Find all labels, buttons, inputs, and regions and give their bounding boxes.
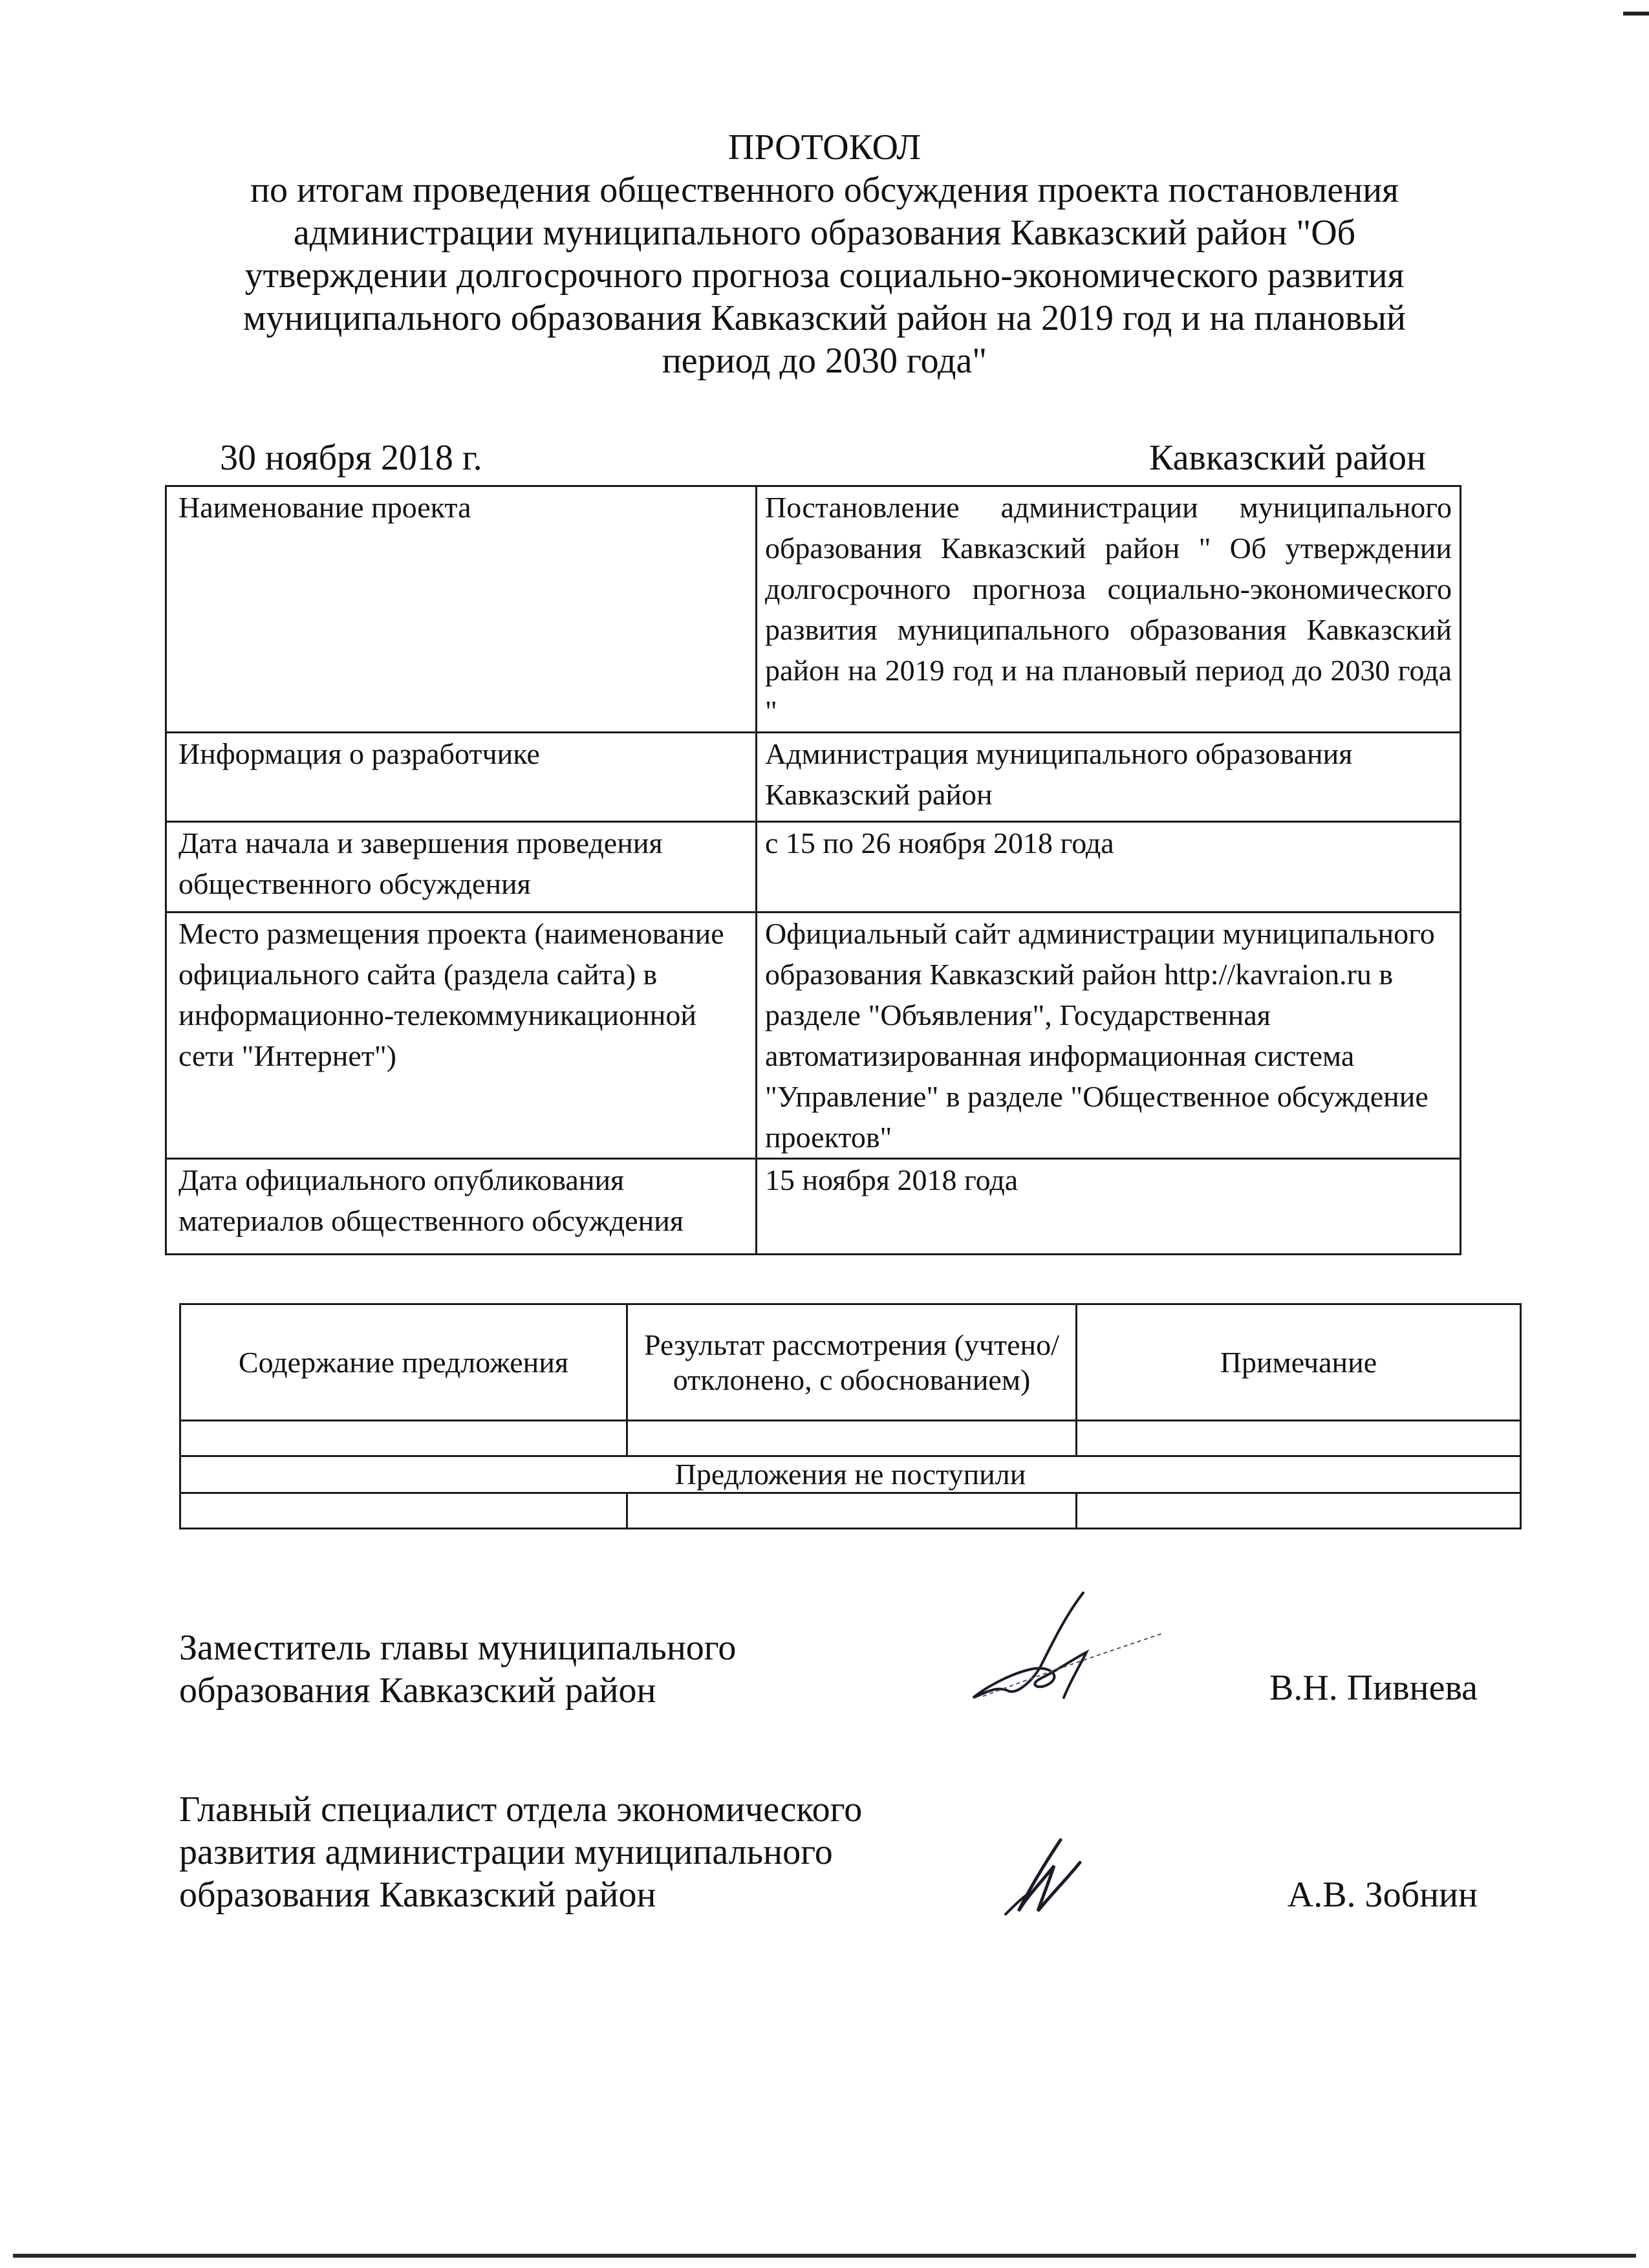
scan-artifact: [1623, 12, 1649, 16]
project-info-table: [165, 485, 1461, 1255]
row-value: 15 ноября 2018 года: [757, 1159, 1461, 1255]
row-label: Информация о разработчике: [166, 733, 757, 822]
table-row: [180, 1456, 1521, 1493]
document-date: 30 ноября 2018 г.: [220, 438, 482, 478]
position-line: Главный специалист отдела экономического: [179, 1789, 863, 1830]
handwritten-signature: [957, 1588, 1170, 1711]
column-header: Примечание: [1077, 1304, 1521, 1421]
subtitle-line: муниципального образования Кавказский район на 2019 год и на плановый: [243, 298, 1406, 338]
table-header-row: [180, 1304, 1521, 1421]
row-label: Место размещения проекта (наименование официального сайта (раздела сайта) в информационно-телекоммуникационной сети "Интернет"): [166, 913, 757, 1159]
row-value: с 15 по 26 ноября 2018 года: [757, 822, 1461, 913]
scan-edge-line: [13, 2254, 1636, 2258]
proposals-table: [179, 1303, 1522, 1529]
column-header: Результат рассмотрения (учтено/отклонено, с обоснованием): [627, 1304, 1077, 1421]
empty-cell: [627, 1493, 1077, 1529]
empty-cell: [1077, 1493, 1521, 1529]
table-row: [166, 733, 1461, 822]
empty-cell: [180, 1493, 627, 1529]
row-value: Официальный сайт администрации муниципального образования Кавказский район http://kavraion.ru в разделе "Объявления", Государственная автоматизированная информационная система "Управление" в разделе "Общественное обсуждение проектов": [757, 913, 1461, 1159]
position-line: образования Кавказский район: [179, 1875, 656, 1915]
document-place: Кавказский район: [1148, 438, 1426, 478]
table-row: [166, 486, 1461, 733]
document-header: [181, 126, 1468, 382]
column-header: Содержание предложения: [180, 1304, 627, 1421]
signer-name: В.Н. Пивнева: [1269, 1668, 1478, 1708]
empty-cell: [1077, 1421, 1521, 1456]
signer-name: А.В. Зобнин: [1287, 1875, 1478, 1915]
date-place-line: [220, 437, 1426, 479]
table-row: [166, 822, 1461, 913]
subtitle-line: по итогам проведения общественного обсуждения проекта постановления: [250, 170, 1399, 210]
handwritten-signature: [983, 1833, 1099, 1924]
position-line: развития администрации муниципального: [179, 1832, 833, 1872]
row-value: Администрация муниципального образования Кавказский район: [757, 733, 1461, 822]
empty-cell: [627, 1421, 1077, 1456]
subtitle-line: период до 2030 года": [662, 341, 987, 381]
row-label: Наименование проекта: [166, 486, 757, 733]
position-line: Заместитель главы муниципального: [179, 1628, 737, 1668]
signer-position: [179, 1788, 862, 1916]
document-title: ПРОТОКОЛ: [727, 127, 921, 167]
table-row: [166, 913, 1461, 1159]
empty-cell: [180, 1421, 627, 1456]
signer-position: [179, 1626, 736, 1712]
table-row: [180, 1421, 1521, 1456]
row-label: Дата официального опубликования материалов общественного обсуждения: [166, 1159, 757, 1255]
position-line: образования Кавказский район: [179, 1670, 656, 1711]
subtitle-line: утверждении долгосрочного прогноза социально-экономического развития: [244, 255, 1405, 296]
row-label: Дата начала и завершения проведения общественного обсуждения: [166, 822, 757, 913]
subtitle-line: администрации муниципального образования Кавказский район "Об: [293, 213, 1356, 253]
row-value: Постановление администрации муниципального образования Кавказский район " Об утверждении долгосрочного прогноза социально-экономического развития муниципального образования Кавказский район на 2019 год и на плановый период до 2030 года ": [757, 486, 1461, 733]
table-row: [180, 1493, 1521, 1529]
no-proposals-cell: Предложения не поступили: [180, 1456, 1521, 1493]
table-row: [166, 1159, 1461, 1255]
